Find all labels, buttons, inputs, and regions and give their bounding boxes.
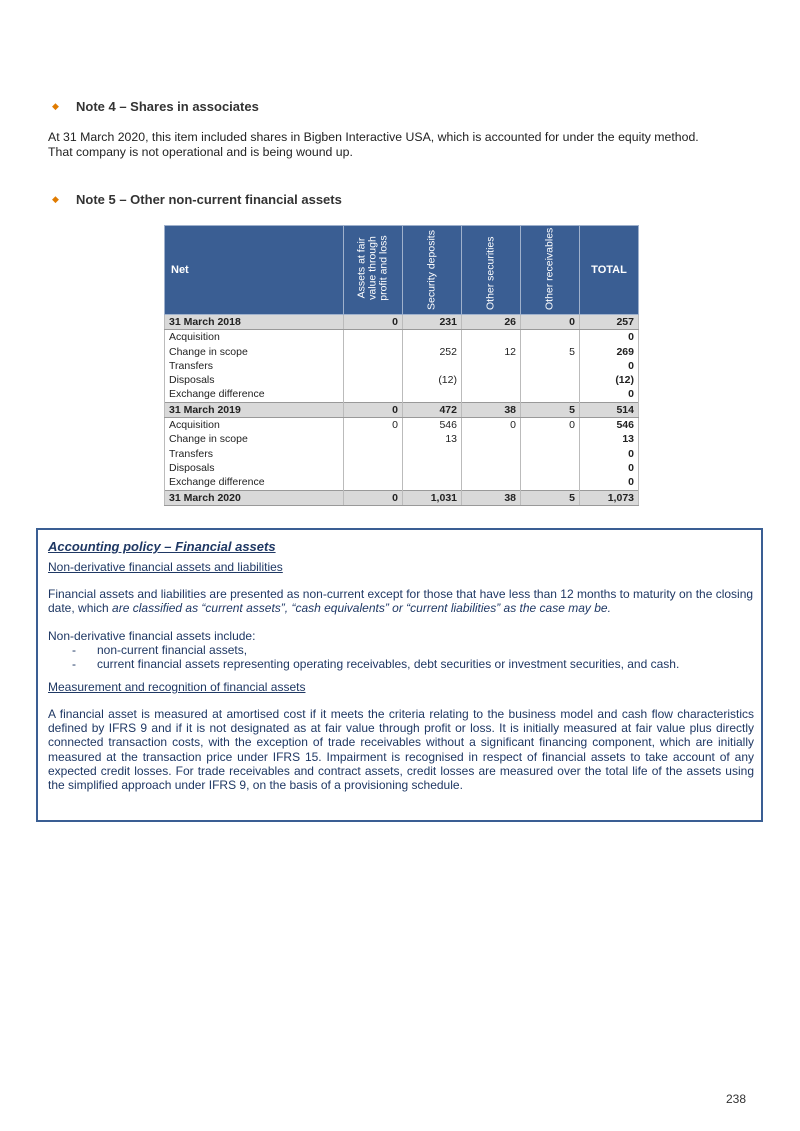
header-security-deposits-text: Security deposits <box>425 230 438 310</box>
table-cell-c2: (12) <box>403 373 462 387</box>
table-cell-c1: 0 <box>344 418 403 433</box>
policy-list-item: - non-current financial assets, <box>72 643 248 657</box>
table-cell-c2: 1,031 <box>403 490 462 505</box>
header-fair-value-text: Assets at fair value through profit and loss <box>355 235 390 301</box>
header-other-receivables-text: Other receivables <box>543 227 556 310</box>
table-cell-total: 546 <box>580 418 639 433</box>
table-cell-c2: 472 <box>403 402 462 417</box>
table-cell-c1 <box>344 447 403 461</box>
table-cell-c3 <box>462 387 521 402</box>
table-cell-c3: 0 <box>462 418 521 433</box>
table-cell-label: Acquisition <box>165 418 344 433</box>
table-cell-c3 <box>462 330 521 345</box>
table-cell-c1 <box>344 475 403 490</box>
table-row <box>165 373 639 387</box>
table-subtotal-row <box>165 315 639 330</box>
table-row <box>165 475 639 490</box>
table-cell-label: Exchange difference <box>165 387 344 402</box>
table-cell-c3 <box>462 359 521 373</box>
table-cell-label: 31 March 2018 <box>165 315 344 330</box>
table-cell-label: Disposals <box>165 373 344 387</box>
policy-title: Accounting policy – Financial assets <box>48 539 276 554</box>
table-subtotal-row <box>165 402 639 417</box>
table-cell-c3 <box>462 373 521 387</box>
table-cell-label: Change in scope <box>165 345 344 359</box>
page-number: 238 <box>726 1092 747 1106</box>
diamond-bullet-icon: ◆ <box>52 194 59 204</box>
table-cell-c4: 5 <box>521 490 580 505</box>
table-cell-c4 <box>521 387 580 402</box>
table-cell-c4 <box>521 461 580 475</box>
table-cell-total: 13 <box>580 432 639 446</box>
policy-subheading-2: Measurement and recognition of financial assets <box>48 680 306 694</box>
header-total: TOTAL <box>580 226 639 315</box>
policy-p1-line2a: date, which <box>48 601 113 616</box>
table-cell-c1 <box>344 359 403 373</box>
table-cell-label: Exchange difference <box>165 475 344 490</box>
policy-paragraph-2: Non-derivative financial assets include: <box>48 629 256 643</box>
table-cell-c2 <box>403 359 462 373</box>
table-cell-total: 0 <box>580 387 639 402</box>
policy-p1-line1: Financial assets and liabilities are presented as non-current except for those that have less than 12 months to maturity on the closing <box>48 587 754 601</box>
table-cell-c1 <box>344 432 403 446</box>
table-cell-c3: 12 <box>462 345 521 359</box>
table-cell-c1: 0 <box>344 490 403 505</box>
table-cell-c1: 0 <box>344 315 403 330</box>
table-cell-label: 31 March 2019 <box>165 402 344 417</box>
table-cell-label: Disposals <box>165 461 344 475</box>
table-cell-c2: 13 <box>403 432 462 446</box>
table-row <box>165 447 639 461</box>
table-cell-c3 <box>462 447 521 461</box>
financial-assets-table <box>164 225 639 506</box>
table-cell-c3: 38 <box>462 402 521 417</box>
table-cell-c4 <box>521 447 580 461</box>
table-cell-c1 <box>344 387 403 402</box>
table-cell-total: 257 <box>580 315 639 330</box>
table-cell-total: 0 <box>580 330 639 345</box>
table-subtotal-row <box>165 490 639 505</box>
table-cell-label: Acquisition <box>165 330 344 345</box>
table-cell-c4 <box>521 359 580 373</box>
table-cell-c1: 0 <box>344 402 403 417</box>
diamond-bullet-icon: ◆ <box>52 101 59 111</box>
note5-heading <box>52 192 342 207</box>
table-cell-c4: 0 <box>521 315 580 330</box>
table-row <box>165 432 639 446</box>
policy-list-item: - current financial assets representing operating receivables, debt securities or investment securities, and cash. <box>72 657 680 671</box>
header-other-securities-text: Other securities <box>484 236 497 310</box>
note4-heading <box>52 99 259 114</box>
table-cell-c2 <box>403 387 462 402</box>
policy-paragraph-1 <box>48 587 754 615</box>
table-cell-c4 <box>521 373 580 387</box>
table-row <box>165 461 639 475</box>
note4-body-line2: That company is not operational and is being wound up. <box>48 145 353 159</box>
table-row <box>165 345 639 359</box>
table-cell-c4 <box>521 432 580 446</box>
policy-p1-line2b: are classified as “current assets”, “cash equivalents” or “current liabilities” as the case may be. <box>112 601 611 616</box>
table-cell-total: 0 <box>580 475 639 490</box>
header-other-securities <box>462 226 521 315</box>
note4-body <box>48 130 758 160</box>
note4-heading-text: Note 4 – Shares in associates <box>76 99 259 114</box>
policy-list-item-text: non-current financial assets, <box>97 643 248 657</box>
table-cell-total: 0 <box>580 447 639 461</box>
policy-paragraph-3: A financial asset is measured at amortised cost if it meets the criteria relating to the business model and cash flow characteristics defined by IFRS 9 and if it is not designated as at fair value through profit or loss. It is initially measured at fair value plus directly connected transaction costs, with the exception of trade receivables without a significant financing component, which are initially measured at the transaction price under IFRS 15. Impairment is recognised in respect of financial assets to take account of any expected credit losses. For trade receivables and contract assets, credit losses are measured over the total life of the assets using the simplified approach under IFRS 9, on the basis of a provisioning schedule. <box>48 707 754 793</box>
header-security-deposits <box>403 226 462 315</box>
table-row <box>165 418 639 433</box>
table-cell-c1 <box>344 373 403 387</box>
table-cell-c3: 38 <box>462 490 521 505</box>
table-cell-c1 <box>344 330 403 345</box>
table-cell-c4 <box>521 330 580 345</box>
table-cell-c2 <box>403 330 462 345</box>
table-cell-total: 514 <box>580 402 639 417</box>
header-other-receivables <box>521 226 580 315</box>
note4-body-line1: At 31 March 2020, this item included shares in Bigben Interactive USA, which is accounted for under the equity method. <box>48 130 699 144</box>
table-cell-label: Transfers <box>165 359 344 373</box>
table-row <box>165 359 639 373</box>
table-cell-c3: 26 <box>462 315 521 330</box>
table-cell-c2: 252 <box>403 345 462 359</box>
table-cell-total: 269 <box>580 345 639 359</box>
policy-subheading-1: Non-derivative financial assets and liabilities <box>48 560 283 574</box>
table-cell-label: Change in scope <box>165 432 344 446</box>
table-cell-c1 <box>344 345 403 359</box>
table-cell-c2 <box>403 447 462 461</box>
note5-heading-text: Note 5 – Other non-current financial assets <box>76 192 342 207</box>
table-row <box>165 387 639 402</box>
accounting-policy-box <box>36 528 763 822</box>
header-fair-value <box>344 226 403 315</box>
table-row <box>165 330 639 345</box>
table-cell-c2: 231 <box>403 315 462 330</box>
table-cell-total: (12) <box>580 373 639 387</box>
table-cell-c4 <box>521 475 580 490</box>
table-cell-label: 31 March 2020 <box>165 490 344 505</box>
table-cell-c3 <box>462 461 521 475</box>
header-net: Net <box>165 226 344 315</box>
table-cell-label: Transfers <box>165 447 344 461</box>
table-header-row <box>165 226 639 315</box>
table-cell-total: 1,073 <box>580 490 639 505</box>
table-cell-c4: 5 <box>521 402 580 417</box>
table-cell-c2 <box>403 461 462 475</box>
table-cell-total: 0 <box>580 359 639 373</box>
table-cell-c4: 5 <box>521 345 580 359</box>
table-cell-total: 0 <box>580 461 639 475</box>
table-cell-c1 <box>344 461 403 475</box>
table-cell-c2: 546 <box>403 418 462 433</box>
table-cell-c2 <box>403 475 462 490</box>
policy-list-item-text: current financial assets representing operating receivables, debt securities or investment securities, and cash. <box>97 657 680 671</box>
table-cell-c3 <box>462 432 521 446</box>
table-cell-c4: 0 <box>521 418 580 433</box>
table-cell-c3 <box>462 475 521 490</box>
